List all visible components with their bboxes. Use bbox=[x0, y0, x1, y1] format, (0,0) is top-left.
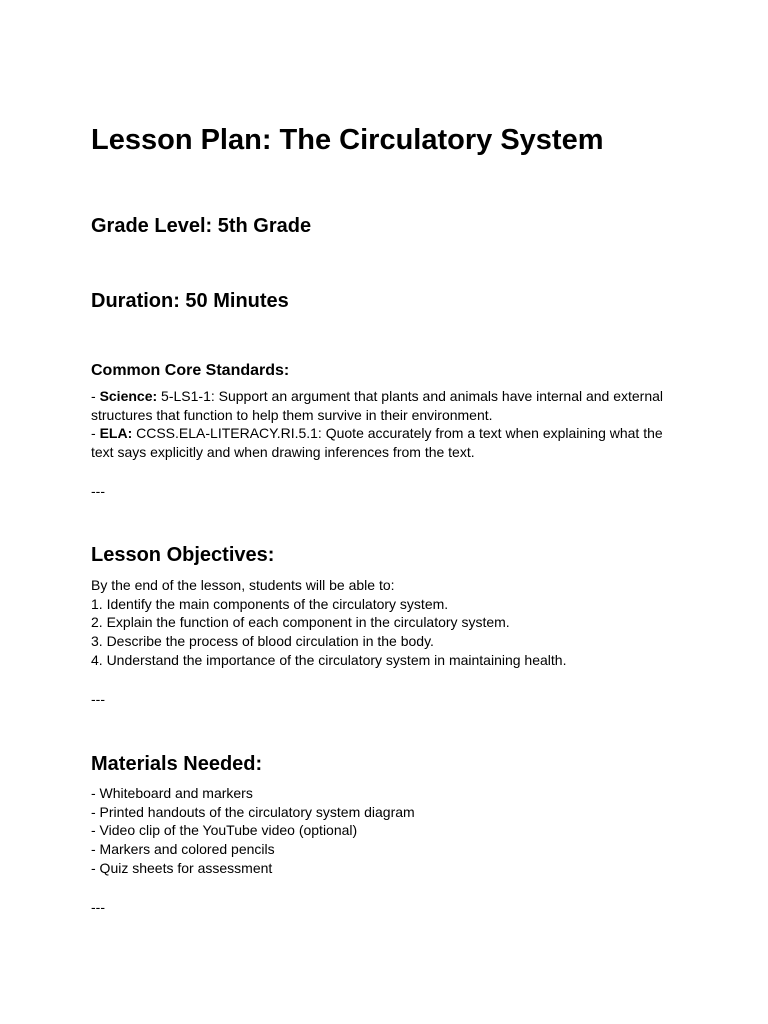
material-item: - Quiz sheets for assessment bbox=[91, 859, 273, 876]
section-separator: --- bbox=[91, 899, 105, 915]
material-item: - Video clip of the YouTube video (optional) bbox=[91, 822, 358, 839]
page-title: Lesson Plan: The Circulatory System bbox=[91, 124, 604, 156]
objective-item: 3. Describe the process of blood circulation in the body. bbox=[91, 633, 434, 650]
standards-list bbox=[91, 387, 671, 462]
standard-ela-text: CCSS.ELA-LITERACY.RI.5.1: Quote accurately from a text when explaining what the bbox=[132, 425, 663, 442]
material-item: - Printed handouts of the circulatory system diagram bbox=[91, 803, 415, 820]
materials-list bbox=[91, 784, 671, 878]
standard-ela-prefix: - bbox=[91, 425, 100, 442]
standard-science-continued: structures that function to help them survive in their environment. bbox=[91, 406, 493, 423]
material-item: - Whiteboard and markers bbox=[91, 785, 253, 801]
section-separator: --- bbox=[91, 691, 105, 707]
grade-level-heading: Grade Level: 5th Grade bbox=[91, 215, 312, 237]
duration-heading: Duration: 50 Minutes bbox=[91, 290, 289, 312]
objective-item: 1. Identify the main components of the circulatory system. bbox=[91, 595, 449, 612]
objectives-intro: By the end of the lesson, students will be able to: bbox=[91, 577, 395, 593]
standards-heading: Common Core Standards: bbox=[91, 362, 290, 379]
objective-item: 4. Understand the importance of the circulatory system in maintaining health. bbox=[91, 651, 567, 668]
section-separator: --- bbox=[91, 483, 105, 499]
standard-science bbox=[91, 387, 671, 406]
standard-science-text: 5-LS1-1: Support an argument that plants and animals have internal and external bbox=[157, 388, 664, 404]
standard-science-label: Science: bbox=[99, 388, 158, 404]
objectives-heading: Lesson Objectives: bbox=[91, 544, 275, 566]
standard-ela bbox=[91, 424, 671, 443]
standard-ela-continued: text says explicitly and when drawing inferences from the text. bbox=[91, 444, 475, 461]
standard-science-prefix: - bbox=[91, 388, 100, 404]
objectives-list bbox=[91, 576, 671, 670]
standard-ela-label: ELA: bbox=[99, 425, 133, 442]
material-item: - Markers and colored pencils bbox=[91, 841, 275, 858]
objective-item: 2. Explain the function of each component in the circulatory system. bbox=[91, 614, 510, 631]
materials-heading: Materials Needed: bbox=[91, 753, 263, 775]
